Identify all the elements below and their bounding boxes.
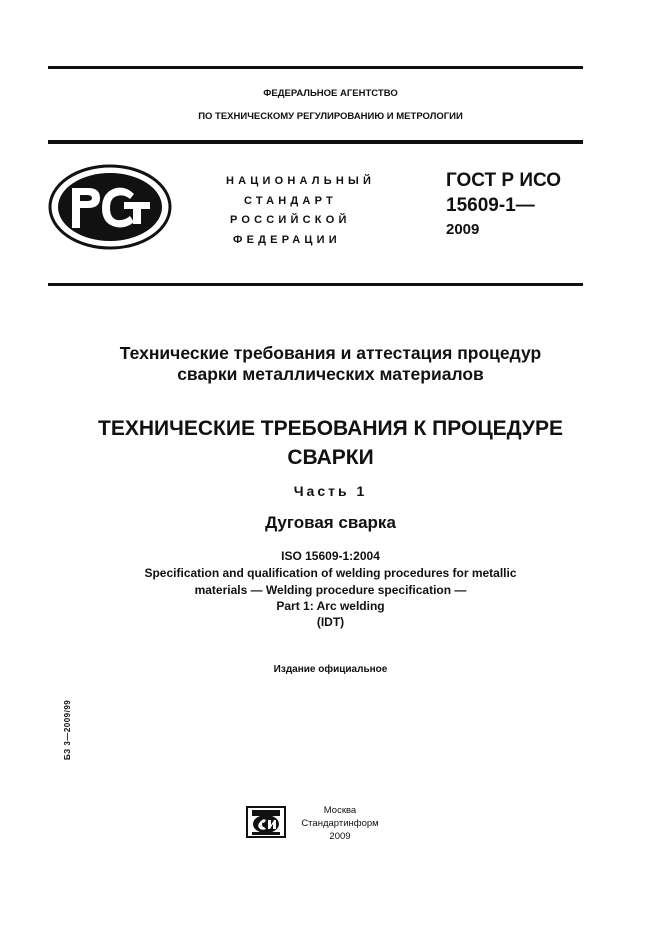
main-title-line-2: СВАРКИ — [287, 446, 374, 469]
iso-title-line-1: Specification and qualification of welding procedures for metallic — [144, 566, 517, 580]
rst-logo — [48, 164, 172, 250]
iso-title-line-2: materials — Welding procedure specification — — [194, 583, 467, 597]
edition-label: Издание официальное — [273, 664, 388, 675]
header-rule-bottom — [48, 283, 583, 286]
top-rule — [48, 66, 583, 69]
agency-line-2: ПО ТЕХНИЧЕСКОМУ РЕГУЛИРОВАНИЮ И МЕТРОЛОГИИ — [198, 111, 463, 122]
gost-code-line-2: 15609-1— — [446, 195, 535, 216]
iso-title-line-4: (IDT) — [316, 615, 345, 629]
gost-code-line-3: 2009 — [446, 221, 480, 238]
part-number: Часть 1 — [293, 483, 368, 499]
side-code: БЗ 3—2009/99 — [63, 699, 72, 760]
iso-number: ISO 15609-1:2004 — [281, 549, 380, 563]
main-title-line-1: ТЕХНИЧЕСКИЕ ТРЕБОВАНИЯ К ПРОЦЕДУРЕ — [98, 417, 563, 440]
general-title-line-2: сварки металлических материалов — [177, 364, 484, 384]
standard-type-line-1: НАЦИОНАЛЬНЫЙ — [226, 175, 376, 187]
publisher-city: Москва — [323, 805, 357, 816]
agency-line-1: ФЕДЕРАЛЬНОЕ АГЕНТСТВО — [263, 88, 398, 99]
publisher-year: 2009 — [329, 831, 351, 842]
standard-type-line-2: СТАНДАРТ — [244, 195, 337, 207]
iso-title-line-3: Part 1: Arc welding — [276, 599, 385, 613]
gost-code-line-1: ГОСТ Р ИСО — [446, 170, 562, 191]
publisher-name: Стандартинформ — [301, 818, 379, 829]
publisher-logo — [246, 806, 286, 838]
standard-type-line-3: РОССИЙСКОЙ — [230, 214, 351, 226]
part-title: Дуговая сварка — [265, 513, 396, 532]
standard-type-line-4: ФЕДЕРАЦИИ — [233, 234, 341, 246]
general-title-line-1: Технические требования и аттестация процедур — [119, 343, 542, 363]
header-rule-thick — [48, 140, 583, 144]
